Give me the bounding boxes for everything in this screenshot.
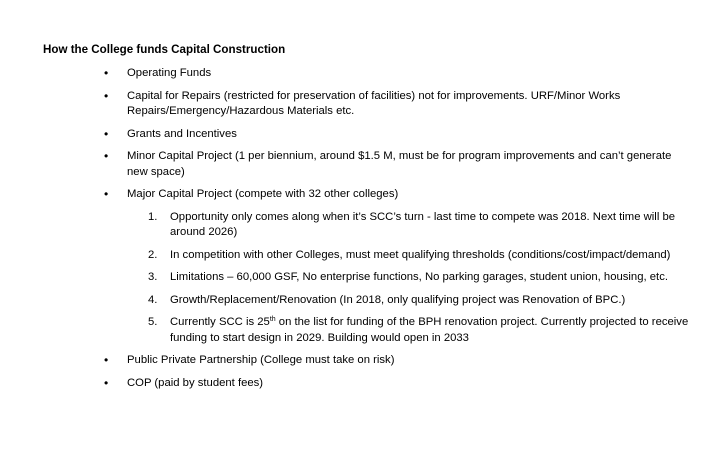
bullet-marker: • <box>104 66 109 80</box>
numbered-item <box>0 293 720 309</box>
list-item-text: Public Private Partnership (College must take on risk) <box>127 354 395 366</box>
bullet-marker: • <box>104 187 109 201</box>
bullet-marker: • <box>104 149 109 163</box>
list-item-text: COP (paid by student fees) <box>127 376 264 389</box>
list-item-text: Minor Capital Project (1 per biennium, around $1.5 M, must be for program improvements and can’t generate new space) <box>127 150 672 178</box>
item-number: 2. <box>148 248 158 261</box>
list-item-text: Operating Funds <box>127 67 212 79</box>
item-number: 3. <box>148 271 158 283</box>
list-item <box>0 353 720 369</box>
list-item-text: Major Capital Project (compete with 32 other colleges) <box>127 188 399 200</box>
numbered-item-text <box>170 315 690 346</box>
item-number: 1. <box>148 210 158 223</box>
numbered-item <box>0 210 720 241</box>
bullet-marker: • <box>104 88 109 103</box>
bullet-marker: • <box>104 375 109 390</box>
numbered-item <box>0 248 720 264</box>
numbered-item-text: Limitations – 60,000 GSF, No enterprise functions, No parking garages, student union, housing, etc. <box>170 271 668 283</box>
ordinal-superscript: th <box>269 316 276 323</box>
list-item <box>0 127 720 143</box>
item-number: 4. <box>148 293 158 306</box>
list-item <box>0 376 720 392</box>
major-capital-sublist <box>0 210 720 347</box>
item-number: 5. <box>148 316 158 328</box>
numbered-item <box>0 270 720 286</box>
text-before: Currently SCC is 25 <box>170 316 270 328</box>
text-after: on the list for funding of the BPH renovation project. Currently projected to receive funding to start design in 2029. Building would open in 2033 <box>170 316 689 344</box>
numbered-item <box>0 315 720 346</box>
list-item-text: Grants and Incentives <box>127 127 237 140</box>
list-item <box>0 89 720 120</box>
list-item <box>0 66 720 82</box>
list-item <box>0 187 720 346</box>
page-heading: How the College funds Capital Construction <box>43 43 286 56</box>
list-item <box>0 149 720 180</box>
bullet-marker: • <box>104 126 109 141</box>
bullet-marker: • <box>104 353 109 367</box>
numbered-item-text: In competition with other Colleges, must meet qualifying thresholds (conditions/cost/impact/demand) <box>170 248 671 261</box>
numbered-item-text: Growth/Replacement/Renovation (In 2018, only qualifying project was Renovation of BPC.) <box>170 293 626 306</box>
numbered-item-text: Opportunity only comes along when it’s SCC’s turn - last time to compete was 2018. Next time will be around 2026) <box>170 210 676 238</box>
funding-sources-list <box>0 66 720 398</box>
list-item-text: Capital for Repairs (restricted for preservation of facilities) not for improvements. URF/Minor Works Repairs/Emergency/Hazardous Materials etc. <box>127 89 621 117</box>
